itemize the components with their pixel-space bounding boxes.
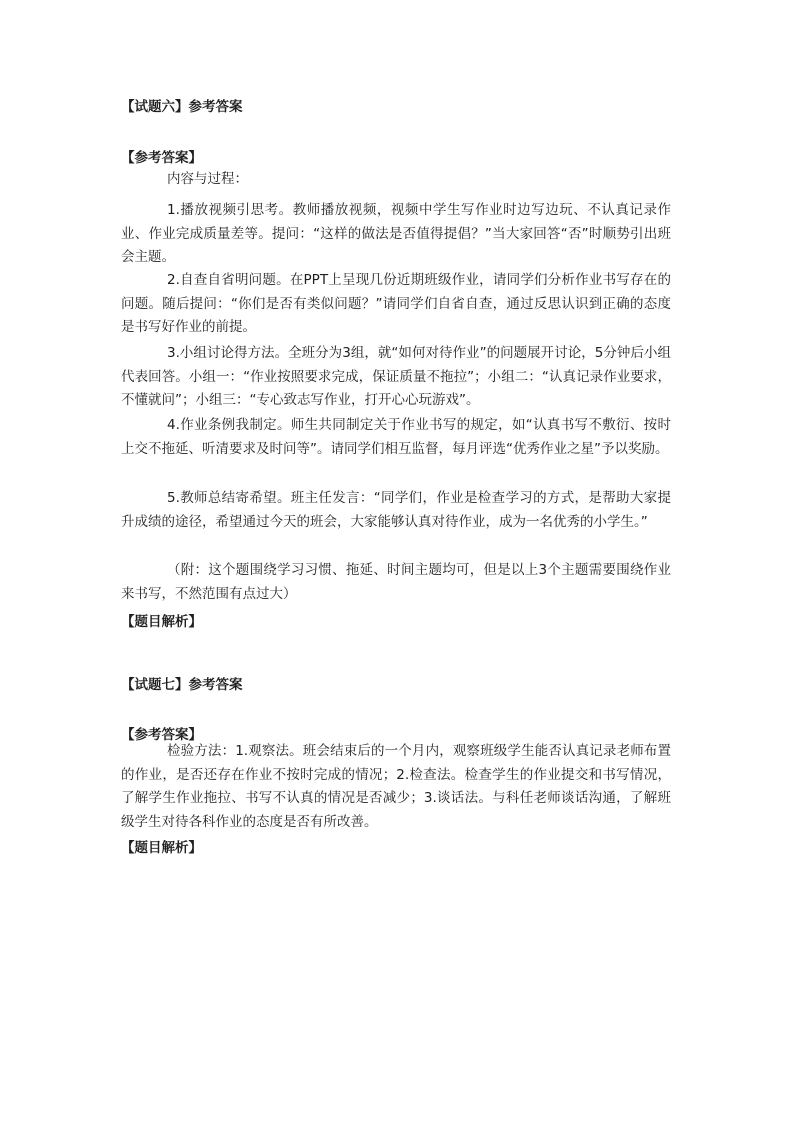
- answer-item-2: 2.自查自省明问题。在PPT上呈现几份近期班级作业，请同学们分析作业书写存在的问题。随后提问：“你们是否有类似问题？”请同学们自省自查，通过反思认识到正确的态度是书写好作业的前提。: [121, 272, 671, 335]
- analysis-heading-7: 【题目解析】: [121, 840, 202, 856]
- answer-note: （附：这个题围绕学习习惯、拖延、时间主题均可，但是以上3个主题需要围绕作业来书写，不然范围有点过大）: [121, 562, 671, 602]
- intro-text: 内容与过程：: [167, 171, 248, 187]
- section-title-7: 【试题七】参考答案: [121, 677, 243, 693]
- answer-item-5: 5.教师总结寄希望。班主任发言：“同学们，作业是检查学习的方式，是帮助大家提升成绩的途径，希望通过今天的班会，大家能够认真对待作业，成为一名优秀的小学生。”: [121, 490, 671, 530]
- answer-item-1: 1.播放视频引思考。教师播放视频，视频中学生写作业时边写边玩、不认真记录作业、作业完成质量差等。提问：“这样的做法是否值得提倡？”当大家回答“否”时顺势引出班会主题。: [121, 202, 671, 265]
- answer-item-3: 3.小组讨论得方法。全班分为3组，就“如何对待作业”的问题展开讨论，5分钟后小组代表回答。小组一：“作业按照要求完成，保证质量不拖拉”；小组二：“认真记录作业要求，不懂就问”；小组三：“专心致志写作业，打开心心玩游戏”。: [121, 345, 671, 408]
- check-methods-paragraph: 检验方法：1.观察法。班会结束后的一个月内，观察班级学生能否认真记录老师布置的作业，是否还存在作业不按时完成的情况；2.检查法。检查学生的作业提交和书写情况，了解学生作业拖拉、书写不认真的情况是否减少；3.谈话法。与科任老师谈话沟通，了解班级学生对待各科作业的态度是否有所改善。: [121, 743, 671, 830]
- analysis-heading-6: 【题目解析】: [121, 614, 202, 630]
- answer-heading-6: 【参考答案】: [121, 150, 202, 166]
- answer-heading-7: 【参考答案】: [121, 727, 202, 743]
- section-title-6: 【试题六】参考答案: [121, 99, 243, 115]
- answer-item-4: 4.作业条例我制定。师生共同制定关于作业书写的规定，如“认真书写不敷衍、按时上交不拖延、听清要求及时问等”。请同学们相互监督，每月评选“优秀作业之星”予以奖励。: [121, 417, 671, 457]
